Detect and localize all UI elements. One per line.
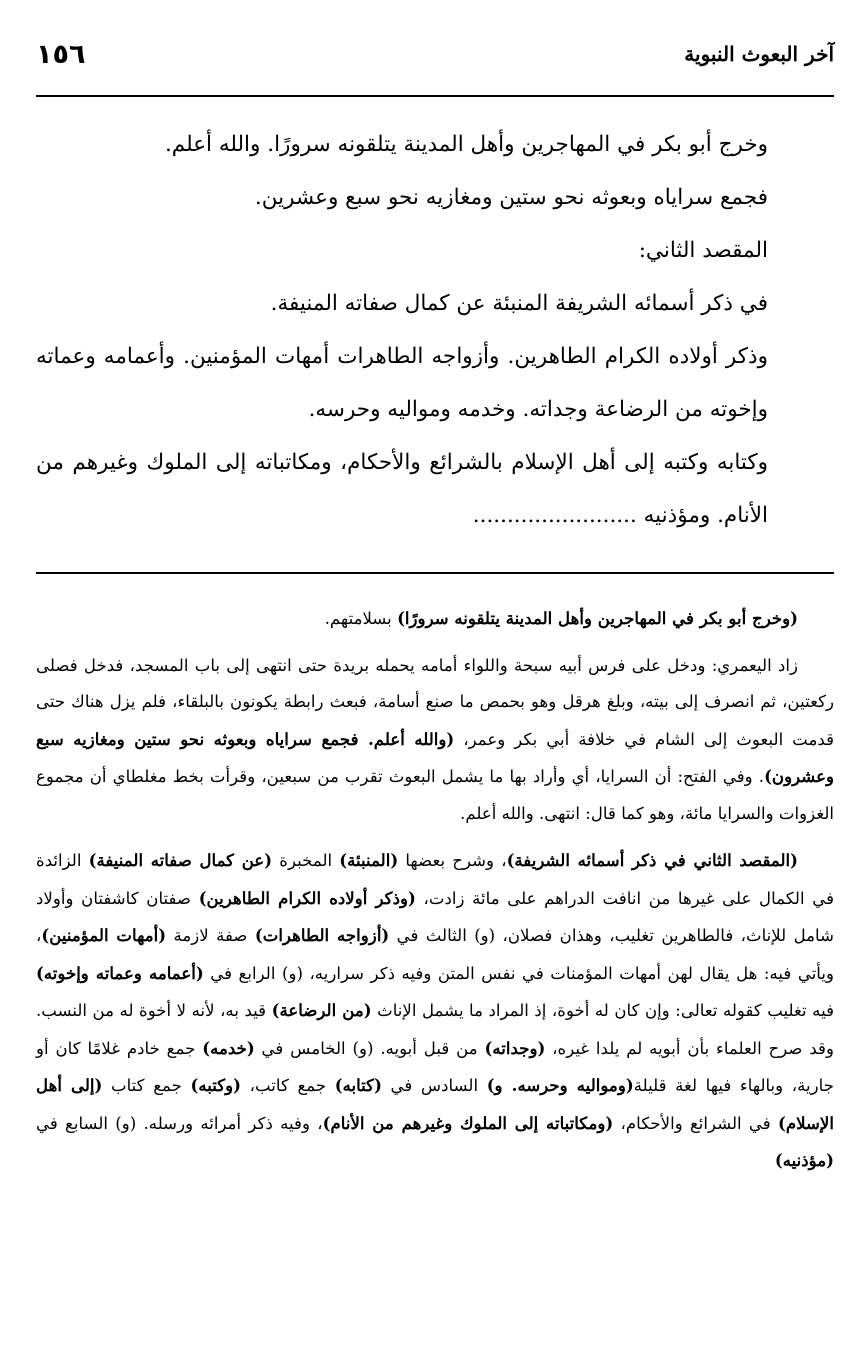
quoted-matn: (وخرج أبو بكر في المهاجرين وأهل المدينة يتلقونه سرورًا) bbox=[397, 608, 798, 628]
commentary-span: فيه تغليب كقوله تعالى: وإن كان له أخوة، إذ المراد ما يشمل الإناث bbox=[371, 1001, 835, 1020]
header-rule bbox=[36, 95, 834, 97]
commentary-span: ، ويأتي فيه: هل يقال لهن أمهات المؤمنات في نفس المتن وفيه ذكر سراريه، (و) الرابع في bbox=[36, 926, 834, 983]
quoted-matn: (أعمامه وعماته وإخوته) bbox=[36, 962, 204, 983]
running-title: آخر البعوث النبوية bbox=[684, 42, 834, 66]
ellipsis-dots: ........................ bbox=[472, 503, 637, 528]
commentary-span: قيد به، لأنه لا أخوة له من النسب. وقد صرح العلماء بأن أبويه لم يلدا غيره، bbox=[36, 1001, 834, 1058]
commentary-span: من قبل أبويه. (و) الخامس في bbox=[254, 1038, 485, 1058]
quoted-matn: (ومكاتباته إلى الملوك وغيرهم من الأنام) bbox=[322, 1112, 614, 1133]
quoted-matn: (خدمه) bbox=[202, 1037, 255, 1058]
commentary-text bbox=[36, 600, 834, 1180]
quoted-matn: (المقصد الثاني في ذكر أسمائه الشريفة) bbox=[506, 850, 798, 870]
quoted-matn: (كتابه) bbox=[334, 1075, 382, 1095]
sharh-paragraph-2 bbox=[36, 648, 834, 833]
page-header bbox=[36, 28, 834, 80]
matn-paragraph-5: وذكر أولاده الكرام الطاهرين. وأزواجه الطاهرات أمهات المؤمنين. وأعمامه وعماته وإخوته من الرضاعة وجداته. وخدمه ومواليه وحرسه. bbox=[36, 344, 768, 422]
commentary-span: صفتان كاشفتان وأولاد شامل للإناث، فالطاهرين تغليب، وهذان فصلان، (و) الثالث في bbox=[36, 888, 835, 945]
commentary-span: السادس في bbox=[381, 1076, 487, 1095]
quoted-matn: (أزواجه الطاهرات) bbox=[254, 925, 390, 945]
commentary-span: المخبرة bbox=[272, 851, 340, 870]
sharh-paragraph-3 bbox=[36, 842, 834, 1180]
quoted-matn: (ومواليه وحرسه. و) bbox=[486, 1075, 634, 1095]
commentary-span: ، وفيه ذكر أمرائه ورسله. (و) السابع في bbox=[36, 1113, 323, 1133]
commentary-span: الزائدة في الكمال على غيرها من انافت الدراهم على مائة زادت، bbox=[36, 851, 835, 908]
quoted-matn: (وكتبه) bbox=[190, 1075, 242, 1095]
commentary-span: جمع كتاب bbox=[102, 1076, 191, 1095]
section-rule bbox=[36, 572, 834, 574]
commentary-span: في الشرائع والأحكام، bbox=[613, 1113, 778, 1133]
matn-paragraph-6 bbox=[36, 436, 834, 542]
commentary-span: صفة لازمة bbox=[166, 926, 255, 945]
matn-line-4: في ذكر أسمائه الشريفة المنبئة عن كمال صفاته المنيفة. bbox=[270, 291, 768, 316]
quoted-matn: (والله أعلم. فجمع سراياه وبعوثه نحو ستين ومغازيه سبع وعشرون) bbox=[36, 728, 834, 786]
matn-line-3: المقصد الثاني: bbox=[638, 238, 768, 263]
quoted-matn: (وجداته) bbox=[484, 1037, 546, 1058]
commentary-span: ، وشرح بعضها bbox=[398, 851, 507, 870]
quoted-matn: (المنبئة) bbox=[339, 850, 399, 870]
commentary-span: زاد اليعمري: ودخل على فرس أبيه سبحة واللواء أمامه يحمله بريدة حتى انتهى إلى باب المسجد، فدخل فصلى ركعتين، ثم انصرف إلى بيته، وبلغ هرقل وهو بحمص ما صنع أسامة، فبعث رابطة يكونون بالبلقاء، فلم يزل هناك حتى قدمت البعوث إلى الشام في خلافة أبي بكر وعمر، bbox=[36, 655, 834, 749]
matn-paragraph-6-text: وكتابه وكتبه إلى أهل الإسلام بالشرائع والأحكام، ومكاتباته إلى الملوك وغيرهم من الأنام. ومؤذنيه bbox=[36, 450, 768, 528]
quoted-matn: (أمهات المؤمنين) bbox=[41, 925, 167, 945]
matn-line-1: وخرج أبو بكر في المهاجرين وأهل المدينة يتلقونه سرورًا. والله أعلم. bbox=[164, 132, 768, 157]
sharh-paragraph-1 bbox=[36, 600, 834, 638]
commentary-span: جمع خادم غلامًا كان أو جارية، وبالهاء فيها لغة قليلة bbox=[36, 1038, 834, 1095]
page-number: ١٥٦ bbox=[36, 38, 86, 70]
commentary-span: بسلامتهم. bbox=[324, 609, 398, 628]
main-text bbox=[36, 118, 834, 542]
commentary-span: جمع كاتب، bbox=[241, 1076, 335, 1095]
matn-line-2: فجمع سراياه وبعوثه نحو ستين ومغازيه نحو سبع وعشرين. bbox=[254, 185, 768, 210]
quoted-matn: (مؤذنيه) bbox=[774, 1150, 834, 1170]
commentary-span: . وفي الفتح: أن السرايا، أي وأراد بها ما يشمل البعوث تقرب من سبعين، وقرأت بخط مغلطاي أن مجموع الغزوات والسرايا مائة، وهو كما قال: انتهى. والله أعلم. bbox=[36, 767, 834, 823]
quoted-matn: (وذكر أولاده الكرام الطاهرين) bbox=[198, 887, 416, 908]
quoted-matn: (إلى أهل الإسلام) bbox=[36, 1075, 834, 1133]
quoted-matn: (عن كمال صفاته المنيفة) bbox=[88, 850, 273, 870]
quoted-matn: (من الرضاعة) bbox=[271, 1000, 372, 1020]
